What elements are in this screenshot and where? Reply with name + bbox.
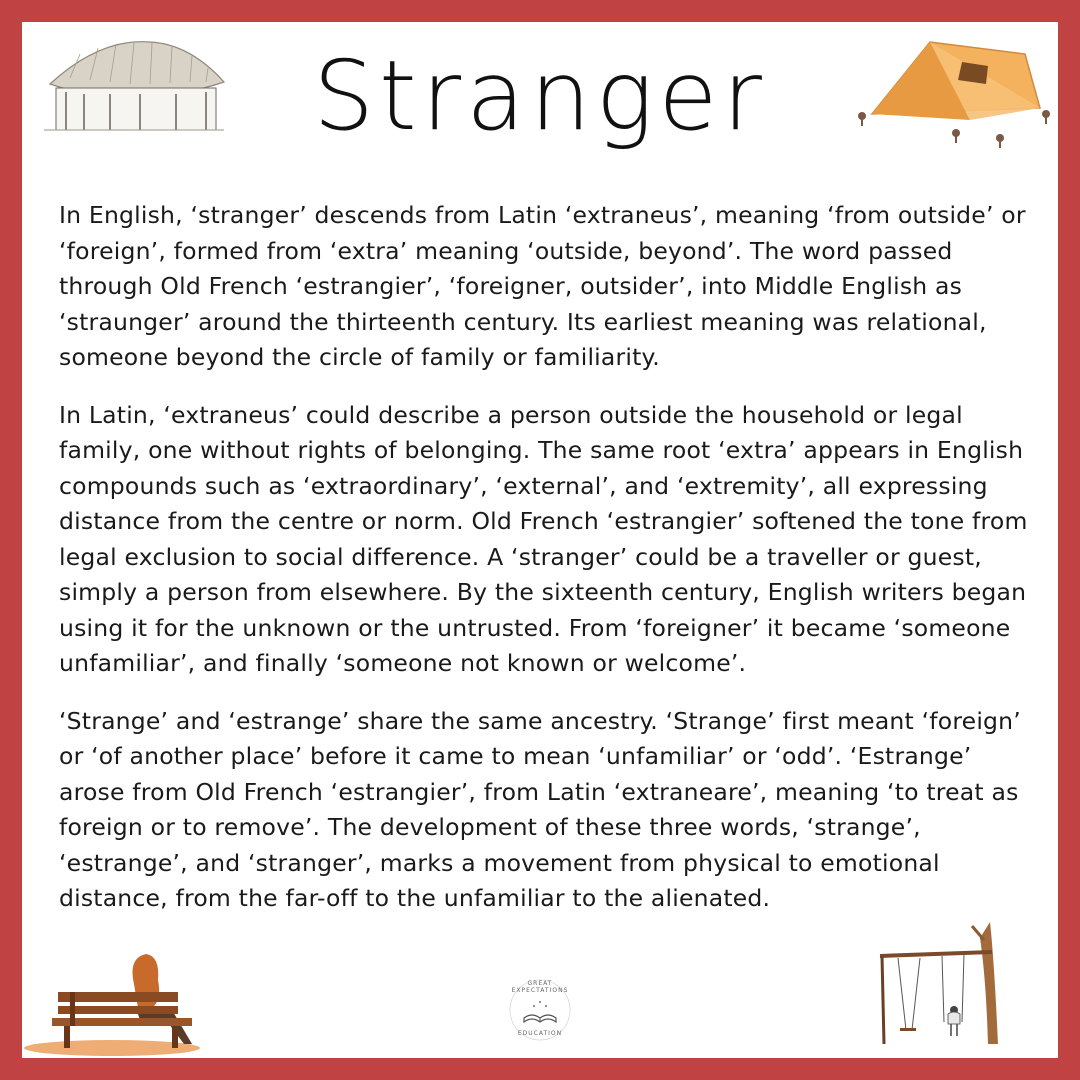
paragraph: ‘Strange’ and ‘estrange’ share the same ancestry. ‘Strange’ first meant ‘foreign’ or ‘of another place’ before it came to mean ‘unfamiliar’ or ‘odd’. ‘Estrange’ arose from Old French ‘estrangier’, from Latin ‘extraneare’, meaning ‘to treat as foreign or to remove’. The development of these three words, ‘strange’, ‘estrange’, and ‘stranger’, marks a movement from physical to emotional distance, from the far-off to the unfamiliar to the alienated. [59,706,1021,912]
logo-top-text: GREAT EXPECTATIONS [511,980,569,994]
person-on-bench-illustration [22,948,202,1056]
paragraph: In Latin, ‘extraneus’ could describe a person outside the household or legal family, one without rights of belonging. The same root ‘extra’ appears in English compounds such as ‘extraordinary’, ‘external’, and ‘extremity’, all expressing distance from the centre or norm. Old French ‘estrangier’ softened the tone from legal exclusion to social difference. A ‘stranger’ could be a traveller or guest, simply a person from elsewhere. By the sixteenth century, English writers began using it for the unknown or the untrusted. From ‘foreigner’ it became ‘someone unfamiliar’, and finally ‘someone not known or welcome’. [59,400,1028,677]
logo-bottom-text: EDUCATION [517,1030,563,1037]
article-body [59,198,1029,939]
paragraph: In English, ‘stranger’ descends from Latin ‘extraneus’, meaning ‘from outside’ or ‘foreign’, formed from ‘extra’ meaning ‘outside, beyond’. The word passed through Old French ‘estrangier’, ‘foreigner, outsider’, into Middle English as ‘straunger’ around the thirteenth century. Its earliest meaning was relational, someone beyond the circle of family or familiarity. [59,201,1026,371]
swing-tree-illustration [872,918,1012,1048]
page-title: Stranger [313,40,767,152]
